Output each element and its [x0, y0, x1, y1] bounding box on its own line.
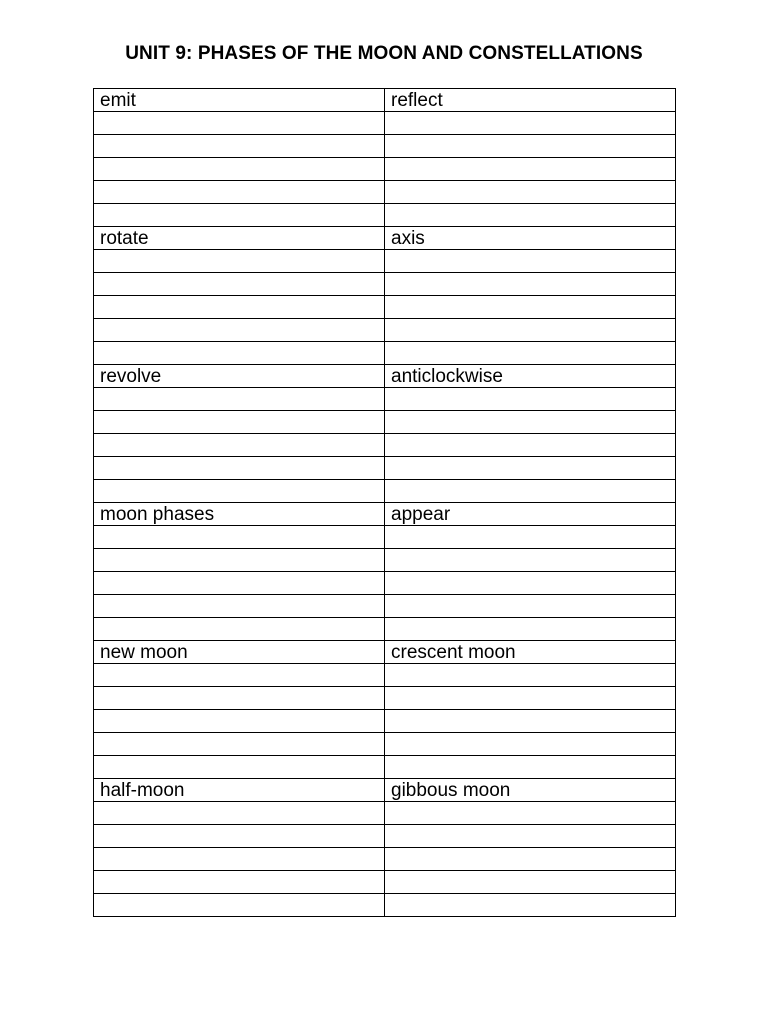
- writing-row: [94, 871, 676, 894]
- writing-cell[interactable]: [94, 572, 385, 595]
- writing-cell[interactable]: [94, 342, 385, 365]
- writing-cell[interactable]: [385, 618, 676, 641]
- writing-cell[interactable]: [385, 135, 676, 158]
- writing-row: [94, 135, 676, 158]
- writing-row: [94, 388, 676, 411]
- writing-cell[interactable]: [94, 434, 385, 457]
- writing-row: [94, 434, 676, 457]
- writing-cell[interactable]: [385, 848, 676, 871]
- vocabulary-table: [93, 88, 676, 917]
- vocab-term-right: crescent moon: [385, 641, 676, 664]
- writing-cell[interactable]: [385, 733, 676, 756]
- writing-row: [94, 480, 676, 503]
- writing-cell[interactable]: [94, 848, 385, 871]
- writing-cell[interactable]: [94, 894, 385, 917]
- writing-cell[interactable]: [385, 273, 676, 296]
- writing-cell[interactable]: [94, 388, 385, 411]
- vocab-term-left: half-moon: [94, 779, 385, 802]
- vocab-term-left: emit: [94, 89, 385, 112]
- writing-row: [94, 296, 676, 319]
- writing-cell[interactable]: [385, 457, 676, 480]
- writing-cell[interactable]: [385, 342, 676, 365]
- writing-cell[interactable]: [94, 273, 385, 296]
- writing-cell[interactable]: [385, 296, 676, 319]
- writing-row: [94, 595, 676, 618]
- writing-cell[interactable]: [385, 388, 676, 411]
- writing-row: [94, 756, 676, 779]
- writing-cell[interactable]: [385, 664, 676, 687]
- writing-cell[interactable]: [385, 549, 676, 572]
- writing-row: [94, 848, 676, 871]
- writing-row: [94, 618, 676, 641]
- writing-row: [94, 457, 676, 480]
- writing-cell[interactable]: [385, 411, 676, 434]
- writing-row: [94, 319, 676, 342]
- writing-cell[interactable]: [385, 158, 676, 181]
- writing-cell[interactable]: [94, 687, 385, 710]
- vocab-term-row: [94, 365, 676, 388]
- writing-cell[interactable]: [94, 871, 385, 894]
- vocab-term-row: [94, 641, 676, 664]
- writing-row: [94, 411, 676, 434]
- vocab-term-left: rotate: [94, 227, 385, 250]
- writing-row: [94, 710, 676, 733]
- writing-cell[interactable]: [385, 687, 676, 710]
- writing-cell[interactable]: [385, 802, 676, 825]
- writing-row: [94, 273, 676, 296]
- writing-cell[interactable]: [385, 595, 676, 618]
- vocab-term-right: gibbous moon: [385, 779, 676, 802]
- vocab-term-row: [94, 503, 676, 526]
- writing-cell[interactable]: [94, 480, 385, 503]
- writing-cell[interactable]: [94, 549, 385, 572]
- writing-cell[interactable]: [94, 296, 385, 319]
- vocab-term-right: anticlockwise: [385, 365, 676, 388]
- vocab-term-left: new moon: [94, 641, 385, 664]
- writing-cell[interactable]: [385, 112, 676, 135]
- writing-cell[interactable]: [94, 710, 385, 733]
- writing-cell[interactable]: [94, 526, 385, 549]
- page-title: UNIT 9: PHASES OF THE MOON AND CONSTELLATIONS: [125, 43, 643, 64]
- vocab-term-left: revolve: [94, 365, 385, 388]
- writing-cell[interactable]: [94, 250, 385, 273]
- writing-cell[interactable]: [385, 181, 676, 204]
- writing-row: [94, 825, 676, 848]
- writing-cell[interactable]: [94, 733, 385, 756]
- writing-cell[interactable]: [94, 158, 385, 181]
- writing-cell[interactable]: [94, 135, 385, 158]
- writing-cell[interactable]: [94, 457, 385, 480]
- writing-cell[interactable]: [94, 825, 385, 848]
- writing-cell[interactable]: [385, 894, 676, 917]
- vocab-term-right: reflect: [385, 89, 676, 112]
- vocab-term-left: moon phases: [94, 503, 385, 526]
- writing-cell[interactable]: [385, 756, 676, 779]
- writing-row: [94, 204, 676, 227]
- writing-row: [94, 250, 676, 273]
- vocab-term-right: appear: [385, 503, 676, 526]
- writing-cell[interactable]: [94, 802, 385, 825]
- writing-cell[interactable]: [94, 756, 385, 779]
- writing-cell[interactable]: [385, 871, 676, 894]
- writing-row: [94, 342, 676, 365]
- writing-cell[interactable]: [385, 572, 676, 595]
- writing-cell[interactable]: [94, 618, 385, 641]
- writing-cell[interactable]: [385, 319, 676, 342]
- writing-cell[interactable]: [385, 480, 676, 503]
- vocabulary-table-body: [94, 89, 676, 917]
- writing-row: [94, 526, 676, 549]
- writing-row: [94, 894, 676, 917]
- writing-row: [94, 802, 676, 825]
- vocab-term-row: [94, 89, 676, 112]
- writing-row: [94, 664, 676, 687]
- writing-cell[interactable]: [94, 319, 385, 342]
- writing-cell[interactable]: [94, 204, 385, 227]
- writing-row: [94, 112, 676, 135]
- writing-cell[interactable]: [94, 664, 385, 687]
- writing-cell[interactable]: [94, 181, 385, 204]
- writing-row: [94, 181, 676, 204]
- writing-cell[interactable]: [94, 595, 385, 618]
- writing-cell[interactable]: [94, 411, 385, 434]
- writing-cell[interactable]: [385, 710, 676, 733]
- writing-cell[interactable]: [385, 204, 676, 227]
- vocab-term-right: axis: [385, 227, 676, 250]
- vocab-term-row: [94, 227, 676, 250]
- writing-cell[interactable]: [385, 526, 676, 549]
- writing-cell[interactable]: [385, 250, 676, 273]
- writing-row: [94, 158, 676, 181]
- writing-row: [94, 687, 676, 710]
- writing-row: [94, 549, 676, 572]
- writing-row: [94, 733, 676, 756]
- writing-cell[interactable]: [94, 112, 385, 135]
- writing-row: [94, 572, 676, 595]
- writing-cell[interactable]: [385, 434, 676, 457]
- vocab-term-row: [94, 779, 676, 802]
- writing-cell[interactable]: [385, 825, 676, 848]
